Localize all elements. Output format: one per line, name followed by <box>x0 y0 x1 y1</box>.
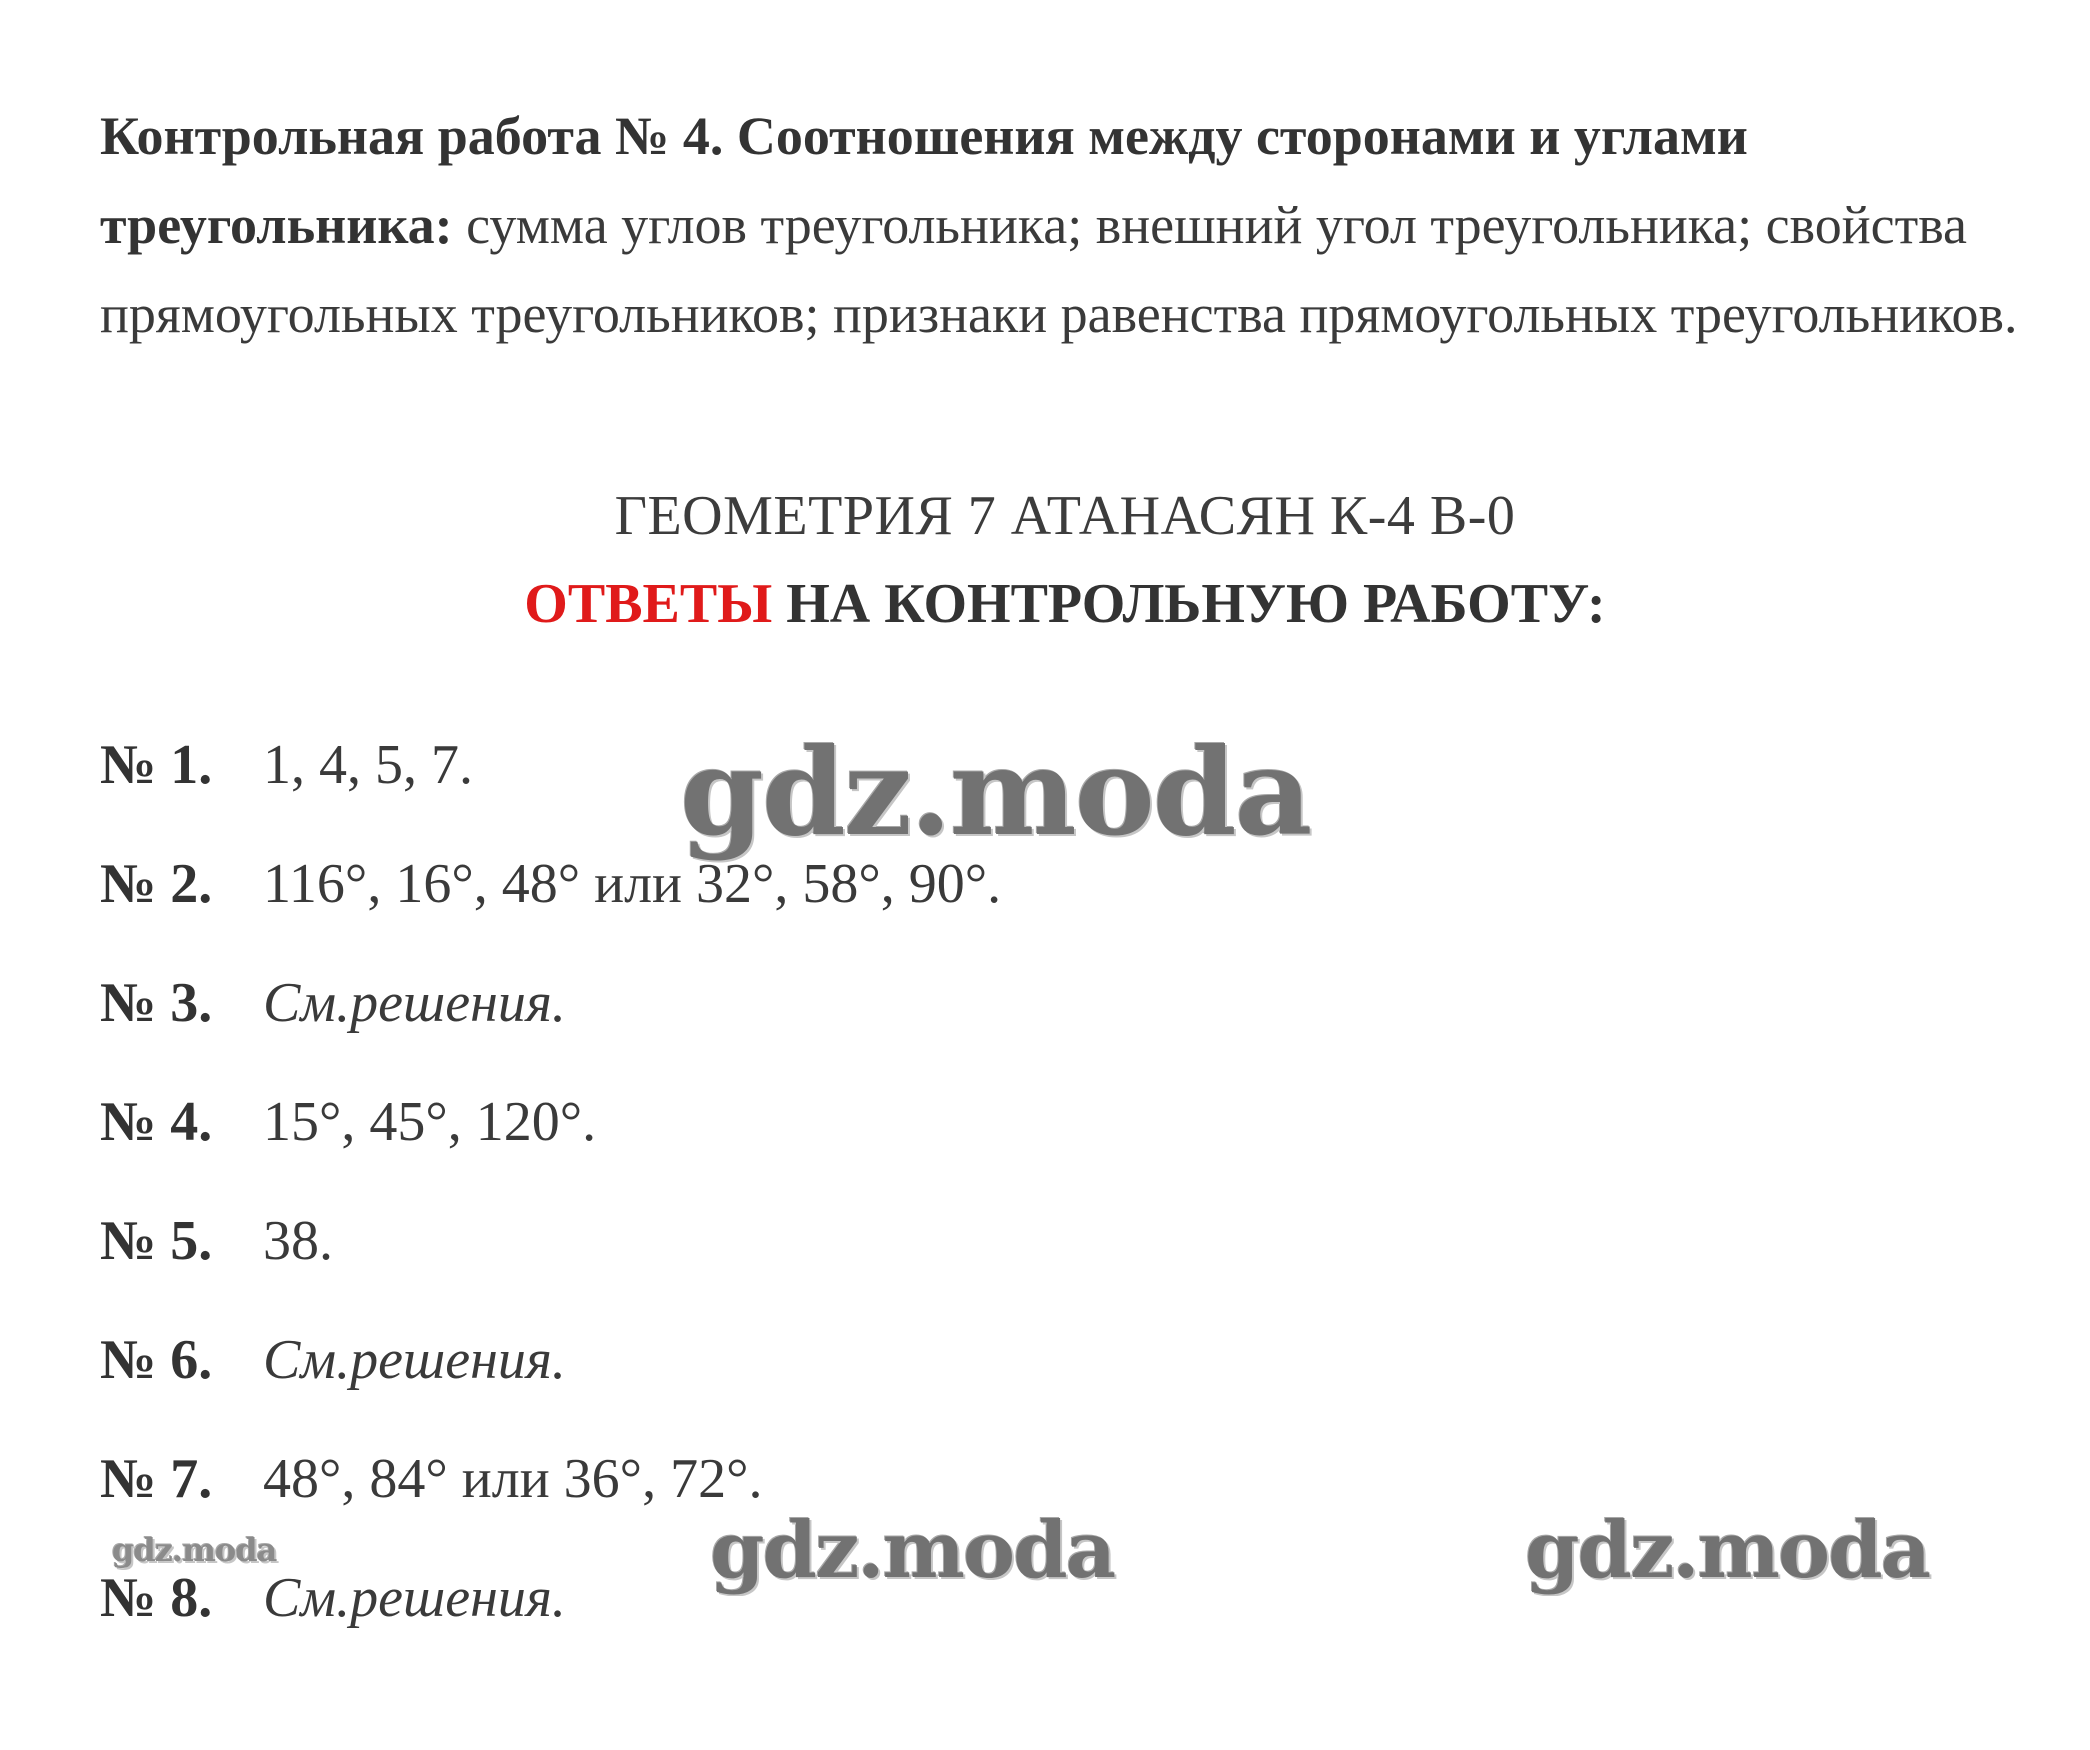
answer-value: 48°, 84° или 36°, 72°. <box>263 1448 763 1510</box>
answer-row-5 <box>100 1206 1900 1325</box>
test-title: Контрольная работа № 4. Соотношения между сторонами и углами треугольника: <box>100 106 1748 255</box>
answer-row-4 <box>100 1087 1900 1206</box>
answer-value: 38. <box>263 1210 333 1272</box>
answers-heading <box>0 572 2090 636</box>
answer-number: № 6. <box>100 1329 213 1391</box>
answer-number: № 5. <box>100 1210 213 1272</box>
answer-value: 15°, 45°, 120°. <box>263 1091 597 1153</box>
answer-number: № 1. <box>100 734 213 796</box>
answer-value: См.решения. <box>263 1329 566 1391</box>
answer-value: 116°, 16°, 48° или 32°, 58°, 90°. <box>263 853 1002 915</box>
answer-number: № 3. <box>100 972 213 1034</box>
answer-value: См.решения. <box>263 972 566 1034</box>
watermark-right: gdz.moda <box>1525 1505 1930 1596</box>
watermark-middle: gdz.moda <box>710 1505 1115 1596</box>
answer-number: № 2. <box>100 853 213 915</box>
test-description <box>100 92 2030 359</box>
answer-value: См.решения. <box>263 1567 566 1629</box>
answers-heading-rest: НА КОНТРОЛЬНУЮ РАБОТУ: <box>772 573 1606 635</box>
subject-heading: ГЕОМЕТРИЯ 7 АТАНАСЯН К-4 В-0 <box>614 485 1516 547</box>
answer-row-2 <box>100 849 1900 968</box>
answers-heading-accent: ОТВЕТЫ <box>524 573 773 635</box>
answer-number: № 7. <box>100 1448 213 1510</box>
answer-row-6 <box>100 1325 1900 1444</box>
answer-value: 1, 4, 5, 7. <box>263 734 473 796</box>
answer-number: № 8. <box>100 1567 213 1629</box>
test-topics: сумма углов треугольника; внешний угол треугольника; свойства прямоугольных треугольников; признаки равенства прямоугольных треугольников. <box>100 195 2018 344</box>
watermark-large: gdz.moda <box>680 722 1311 863</box>
watermark-small: gdz.moda <box>112 1531 277 1569</box>
answer-row-3 <box>100 968 1900 1087</box>
answer-number: № 4. <box>100 1091 213 1153</box>
